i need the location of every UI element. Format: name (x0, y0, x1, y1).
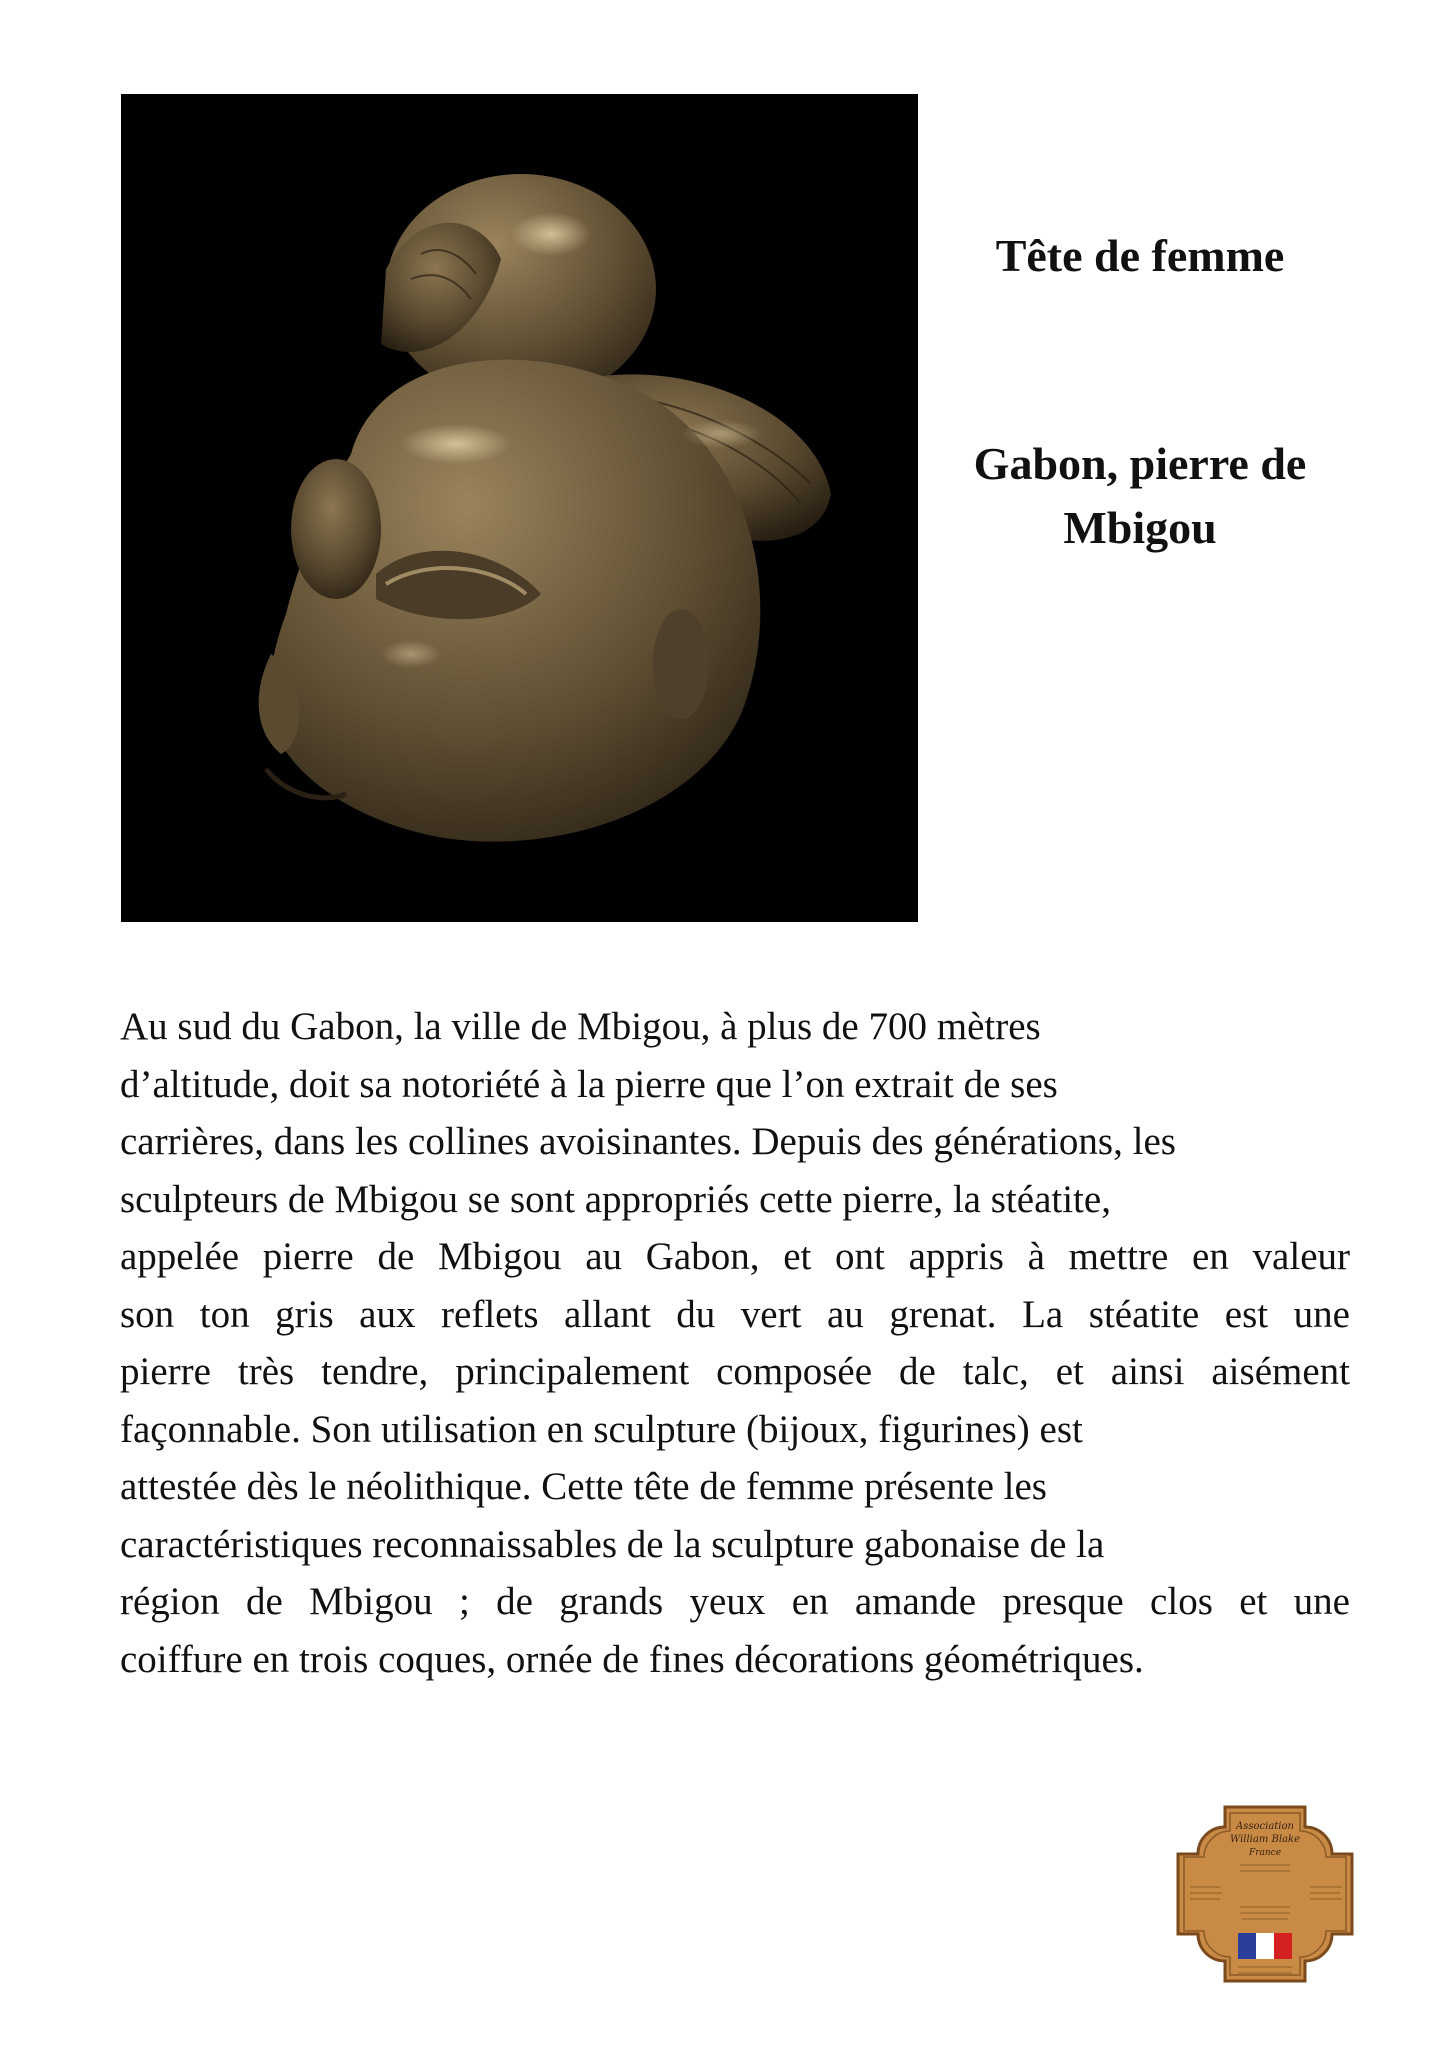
artwork-origin (940, 432, 1340, 560)
origin-line: Gabon, pierre de (973, 438, 1307, 489)
description-line: caractéristiques reconnaissables de la sculpture gabonaise de la (120, 1522, 1105, 1566)
french-flag-icon (1238, 1933, 1292, 1959)
seal-text-line: France (1248, 1848, 1282, 1858)
description-line: sculpteurs de Mbigou se sont appropriés cette pierre, la stéatite, (120, 1177, 1111, 1221)
description-line: d’altitude, doit sa notoriété à la pierre que l’on extrait de ses (120, 1062, 1058, 1106)
seal-text-line: William Blake (1229, 1834, 1301, 1845)
description-line: attestée dès le néolithique. Cette tête de femme présente les (120, 1465, 1047, 1508)
description-line: Au sud du Gabon, la ville de Mbigou, à plus de 700 mètres (120, 1005, 1041, 1048)
description-line: pierre très tendre, principalement composée de talc, et ainsi aisément (120, 1350, 1350, 1393)
sculpture-photo (121, 94, 918, 922)
seal-text-line: Association (1236, 1821, 1294, 1832)
description-line: carrières, dans les collines avoisinantes. Depuis des générations, les (120, 1120, 1176, 1163)
association-seal-logo (1170, 1799, 1360, 1989)
description-line: façonnable. Son utilisation en sculpture (bijoux, figurines) est (120, 1407, 1083, 1451)
description-line: coiffure en trois coques, ornée de fines décorations géométriques. (120, 1637, 1144, 1681)
description-line: appelée pierre de Mbigou au Gabon, et ont appris à mettre en valeur (120, 1235, 1350, 1278)
description-line: région de Mbigou ; de grands yeux en amande presque clos et une (120, 1580, 1350, 1623)
origin-line: Mbigou (1063, 502, 1217, 553)
description-line: son ton gris aux reflets allant du vert au grenat. La stéatite est une (120, 1292, 1350, 1336)
artwork-title: Tête de femme (995, 230, 1285, 281)
description-paragraph (120, 998, 1350, 1688)
